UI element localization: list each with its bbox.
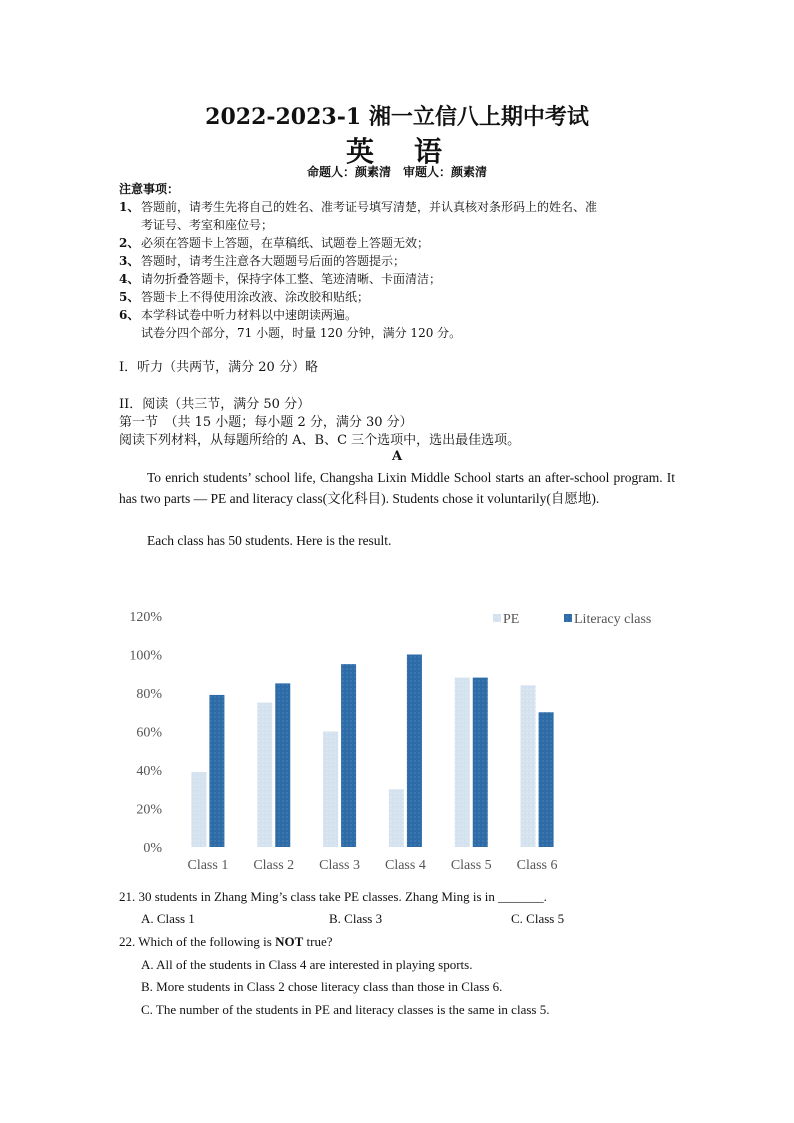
bar-pe-4: [389, 789, 404, 847]
y-tick-label: 20%: [136, 802, 162, 818]
passage-paragraph-1: To enrich students’ school life, Changsha Lixin Middle School starts an after-school program. It has two parts — PE and literacy class(文化科目). Students chose it voluntarily(自愿地).: [119, 470, 675, 506]
note-item: 考证号、考室和座位号；: [141, 218, 274, 232]
question-21-stem: 21. 30 students in Zhang Ming’s class take PE classes. Zhang Ming is in _______.: [119, 889, 547, 904]
bar-literacy-1: [209, 695, 224, 847]
chart-legend: [493, 612, 651, 627]
question-22-emphasis: NOT: [275, 934, 304, 949]
y-axis: [129, 610, 162, 856]
note-item: 5、 答题卡上不得使用涂改液、涂改胶和贴纸；: [119, 290, 370, 304]
y-tick-label: 60%: [136, 725, 162, 741]
bar-pe-1: [191, 772, 206, 847]
x-tick-label: Class 5: [450, 858, 492, 873]
reading-instruction: 阅读下列材料，从每题所给的 A、B、C 三个选项中，选出最佳选项。: [119, 433, 521, 448]
question-21-option-c: C. Class 5: [511, 911, 565, 926]
bar-pe-2: [257, 703, 272, 847]
x-tick-label: Class 3: [319, 858, 361, 873]
note-item: 3、 答题时，请考生注意各大题题号后面的答题提示；: [119, 254, 406, 268]
y-tick-label: 40%: [136, 764, 162, 779]
note-item: 1、 答题前，请考生先将自己的姓名、准考证号填写清楚，并认真核对条形码上的姓名、准: [119, 200, 598, 214]
exam-title: 2022-2023-1 湘一立信八上期中考试: [205, 104, 589, 130]
note-item: 6、 本学科试卷中听力材料以中速朗读两遍。: [119, 308, 358, 322]
part1-heading: 第一节 （共 15 小题；每小题 2 分，满分 30 分）: [119, 415, 413, 430]
note-item: 4、 请勿折叠答题卡，保持字体工整、笔迹清晰、卡面清洁；: [119, 272, 442, 286]
legend-label-literacy: Literacy class: [574, 612, 652, 627]
listening-section: I．听力（共两节，满分 20 分）略: [119, 360, 318, 375]
setter-line: 命题人：颜素清 审题人：颜素清: [306, 165, 487, 179]
note-item: 2、 必须在答题卡上答题，在草稿纸、试题卷上答题无效；: [119, 236, 430, 250]
bar-pe-6: [521, 685, 536, 847]
bar-pe-3: [323, 732, 338, 848]
x-tick-label: Class 6: [516, 858, 558, 873]
x-tick-label: Class 2: [253, 858, 295, 873]
reading-section: II．阅读（共三节，满分 50 分）: [119, 397, 311, 412]
notes-summary: 试卷分四个部分，71 小题，时量 120 分钟，满分 120 分。: [141, 326, 462, 340]
legend-label-pe: PE: [503, 612, 520, 627]
question-22-option-c: C. The number of the students in PE and literacy classes is the same in class 5.: [141, 1002, 550, 1017]
passage-label: A: [391, 449, 403, 464]
legend-swatch-pe: [493, 614, 501, 622]
x-axis: [187, 858, 557, 873]
bar-literacy-5: [473, 678, 488, 847]
y-tick-label: 0%: [143, 841, 162, 856]
x-tick-label: Class 1: [187, 858, 229, 873]
bar-chart: [110, 596, 680, 881]
y-tick-label: 120%: [129, 610, 162, 625]
subject-title: 英 语: [345, 135, 448, 168]
question-21-option-b: B. Class 3: [329, 911, 383, 926]
bars: [191, 655, 553, 848]
notes-heading: 注意事项：: [119, 182, 180, 196]
passage-paragraph-2: Each class has 50 students. Here is the result.: [147, 533, 392, 548]
question-22-stem: 22. Which of the following is NOT true?: [119, 934, 333, 949]
question-22-option-a: A. All of the students in Class 4 are interested in playing sports.: [141, 957, 473, 972]
bar-literacy-2: [275, 683, 290, 847]
legend-swatch-literacy: [564, 614, 572, 622]
question-22-option-b: B. More students in Class 2 chose literacy class than those in Class 6.: [141, 979, 503, 994]
bar-pe-5: [455, 678, 470, 847]
bar-literacy-6: [539, 712, 554, 847]
y-tick-label: 100%: [129, 648, 162, 664]
bar-literacy-4: [407, 655, 422, 848]
x-tick-label: Class 4: [384, 858, 426, 873]
bar-literacy-3: [341, 664, 356, 847]
question-21-option-a: A. Class 1: [141, 911, 195, 926]
y-tick-label: 80%: [136, 687, 162, 702]
notes-block: [119, 180, 679, 342]
